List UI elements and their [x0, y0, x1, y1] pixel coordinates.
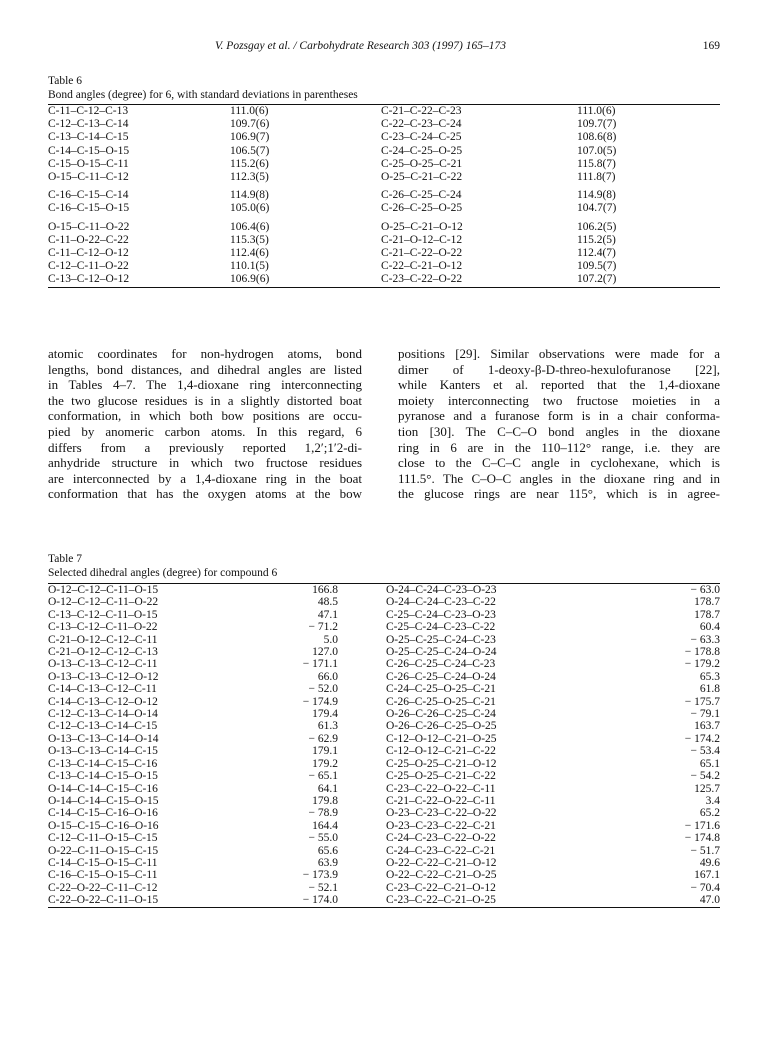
column-spacer [338, 696, 386, 708]
dihedral-label: O-22–C-22–C-21–O-25 [386, 869, 497, 882]
dihedral-value: − 78.9 [308, 807, 338, 820]
dihedral-value: 48.5 [317, 596, 338, 609]
dihedral-label: C-14–C-13–C-12–O-12 [48, 695, 158, 708]
text-line: atomic coordinates for non-hydrogen atoms, bond [48, 346, 362, 361]
text-line: lengths, bond distances, and dihedral angles are listed [48, 361, 362, 377]
bond-angle-label: C-16–C-15–C-14 [48, 189, 129, 202]
table-row [48, 894, 720, 907]
text-line: while Kanters et al. reported that the 1,4-dioxane [398, 377, 720, 393]
text-line: ring in 6 are in the 110–112° range, i.e. they are [398, 439, 720, 455]
dihedral-label: O-25–C-25–C-24–O-24 [386, 646, 497, 659]
dihedral-label: C-16–C-15–O-15–C-11 [48, 869, 158, 882]
page-number: 169 [702, 40, 720, 52]
table-row [48, 807, 720, 819]
dihedral-value: 65.1 [699, 757, 720, 770]
bond-angle-value: 112.3(5) [230, 171, 269, 184]
table-row [48, 260, 720, 273]
table-row [48, 646, 720, 658]
dihedral-label: C-12–C-13–C-14–C-15 [48, 720, 158, 733]
column-spacer [338, 658, 386, 670]
dihedral-label: O-14–C-14–C-15–O-15 [48, 794, 159, 807]
dihedral-label: C-23–C-22–O-22–C-11 [386, 782, 496, 795]
bond-angle-value: 111.8(7) [577, 171, 616, 184]
dihedral-label: C-21–C-22–O-22–C-11 [386, 794, 496, 807]
dihedral-value: 166.8 [312, 584, 338, 596]
table-row [48, 247, 720, 260]
table-row [48, 733, 720, 745]
text-line: differs from a previously reported 1,2′;1′2-di- [48, 439, 362, 455]
bond-angle-label: C-14–C-15–O-15 [48, 144, 130, 157]
bond-angle-label: O-15–C-11–C-12 [48, 171, 129, 184]
table-row [48, 621, 720, 633]
text-line: close to the C–C–C angle in cyclohexane, which is [398, 455, 720, 471]
table-row [48, 720, 720, 732]
dihedral-value: − 65.1 [308, 770, 338, 783]
column-spacer [338, 720, 386, 732]
text-line: dimer of 1-deoxy-β-D-threo-hexulofuranose [22], [398, 361, 720, 377]
dihedral-value: 164.4 [312, 819, 338, 832]
text-line: the glucose rings are near 115°, which is in agree- [398, 486, 720, 502]
bond-angle-label: C-21–C-22–C-23 [381, 105, 462, 117]
table7-caption: Selected dihedral angles (degree) for compound 6 [48, 567, 278, 579]
body-text-right-column [398, 346, 720, 502]
table-row [48, 273, 720, 287]
dihedral-label: O-14–C-14–C-15–C-16 [48, 782, 158, 795]
dihedral-value: 179.8 [312, 794, 338, 807]
table-row [48, 783, 720, 795]
bond-angle-label: C-12–C-13–C-14 [48, 118, 129, 131]
table-row [48, 609, 720, 621]
bond-angle-value: 115.8(7) [577, 157, 616, 170]
dihedral-value: − 70.4 [690, 881, 720, 894]
bond-angle-label: C-22–C-23–C-24 [381, 118, 462, 131]
table-row [48, 202, 720, 215]
table-row [48, 869, 720, 881]
bond-angle-label: O-25–C-21–O-12 [381, 220, 463, 233]
dihedral-value: 179.4 [312, 708, 338, 721]
bond-angle-value: 106.2(5) [577, 220, 617, 233]
dihedral-label: C-25–C-24–C-23–C-22 [386, 621, 496, 634]
table7-label: Table 7 [48, 553, 83, 565]
bond-angle-value: 104.7(7) [577, 202, 617, 215]
table-row [48, 671, 720, 683]
dihedral-label: C-12–C-13–C-14–O-14 [48, 708, 158, 721]
table-row [48, 857, 720, 869]
dihedral-value: − 51.7 [690, 844, 720, 857]
table-row [48, 696, 720, 708]
dihedral-value: 179.1 [312, 745, 338, 758]
table-row [48, 770, 720, 782]
bond-angle-value: 114.9(8) [230, 189, 269, 202]
dihedral-label: C-21–O-12–C-12–C-11 [48, 633, 158, 646]
dihedral-label: O-12–C-12–C-11–O-15 [48, 584, 159, 596]
bond-angle-label: C-15–O-15–C-11 [48, 157, 129, 170]
column-spacer [338, 621, 386, 633]
table6-label: Table 6 [48, 75, 83, 87]
column-spacer [338, 882, 386, 894]
bond-angle-value: 106.5(7) [230, 144, 270, 157]
dihedral-label: C-12–O-12–C-21–O-25 [386, 732, 497, 745]
body-text-left-column [48, 346, 362, 502]
column-spacer [338, 758, 386, 770]
bond-angle-label: C-13–C-14–C-15 [48, 131, 129, 144]
dihedral-label: C-21–O-12–C-12–C-13 [48, 646, 158, 659]
dihedral-value: 64.1 [317, 782, 338, 795]
table-row [48, 832, 720, 844]
table7-dihedral-angles [48, 583, 720, 908]
dihedral-label: C-12–O-12–C-21–C-22 [386, 745, 496, 758]
column-spacer [338, 832, 386, 844]
bond-angle-value: 110.1(5) [230, 260, 269, 273]
dihedral-value: 61.8 [699, 683, 720, 696]
text-line: conformation that has the oxygen atoms at the bow [48, 486, 362, 502]
dihedral-value: 65.3 [699, 670, 720, 683]
table-row [48, 158, 720, 171]
bond-angle-label: C-11–C-12–O-12 [48, 247, 129, 260]
table-row [48, 105, 720, 119]
text-line: anhydride structure in which two fructose residues [48, 455, 362, 471]
dihedral-value: 60.4 [699, 621, 720, 634]
text-line: tion [30]. The C–C–O bond angles in the dioxane [398, 423, 720, 439]
dihedral-label: O-22–C-22–C-21–O-12 [386, 856, 497, 869]
column-spacer [338, 596, 386, 608]
dihedral-value: − 171.1 [302, 658, 338, 671]
dihedral-value: − 174.0 [302, 894, 338, 907]
table-row [48, 145, 720, 158]
column-spacer [338, 869, 386, 881]
dihedral-label: O-26–C-26–C-25–O-25 [386, 720, 497, 733]
bond-angle-value: 106.9(6) [230, 273, 270, 286]
dihedral-label: C-24–C-25–O-25–C-21 [386, 683, 496, 696]
bond-angle-label: C-23–C-24–C-25 [381, 131, 462, 144]
bond-angle-value: 105.0(6) [230, 202, 270, 215]
bond-angle-value: 112.4(6) [230, 247, 269, 260]
dihedral-label: O-25–C-25–C-24–C-23 [386, 633, 496, 646]
dihedral-label: C-26–C-25–C-24–O-24 [386, 670, 496, 683]
table-row [48, 658, 720, 670]
dihedral-value: − 63.0 [690, 584, 720, 596]
bond-angle-value: 115.3(5) [230, 233, 269, 246]
dihedral-value: 49.6 [699, 856, 720, 869]
bond-angle-value: 115.2(5) [577, 233, 616, 246]
running-header [48, 40, 720, 56]
text-line: are interconnected by a 1,4-dioxane ring in the boat [48, 470, 362, 486]
text-line: pied by anomeric carbon atoms. In this regard, 6 [48, 423, 362, 439]
dihedral-value: − 79.1 [690, 708, 720, 721]
dihedral-label: C-25–O-25–C-21–C-22 [386, 770, 496, 783]
dihedral-value: − 174.8 [684, 832, 720, 845]
column-spacer [338, 894, 386, 907]
bond-angle-value: 107.2(7) [577, 273, 617, 286]
table-row [48, 216, 720, 234]
dihedral-value: − 171.6 [684, 819, 720, 832]
column-spacer [338, 783, 386, 795]
dihedral-value: 125.7 [694, 782, 720, 795]
column-spacer [338, 845, 386, 857]
column-spacer [338, 770, 386, 782]
table-row [48, 882, 720, 894]
table6-bond-angles [48, 104, 720, 288]
dihedral-label: C-26–C-25–C-24–C-23 [386, 658, 496, 671]
dihedral-label: C-22–O-22–C-11–C-12 [48, 881, 158, 894]
dihedral-label: C-26–C-25–O-25–C-21 [386, 695, 496, 708]
column-spacer [338, 807, 386, 819]
text-line: moiety interconnecting two fructose moieties in a [398, 392, 720, 408]
dihedral-value: − 52.1 [308, 881, 338, 894]
bond-angle-label: C-22–C-21–O-12 [381, 260, 463, 273]
dihedral-value: 127.0 [312, 646, 338, 659]
dihedral-label: C-24–C-23–C-22–O-22 [386, 832, 496, 845]
bond-angle-value: 111.0(6) [230, 105, 269, 117]
dihedral-label: C-13–C-14–C-15–C-16 [48, 757, 158, 770]
dihedral-value: 66.0 [317, 670, 338, 683]
table-row [48, 131, 720, 144]
bond-angle-label: C-12–C-11–O-22 [48, 260, 129, 273]
dihedral-value: − 53.4 [690, 745, 720, 758]
dihedral-value: 47.0 [699, 894, 720, 907]
dihedral-label: O-12–C-12–C-11–O-22 [48, 596, 159, 609]
dihedral-value: 47.1 [317, 608, 338, 621]
bond-angle-value: 111.0(6) [577, 105, 616, 117]
dihedral-label: C-24–C-23–C-22–C-21 [386, 844, 496, 857]
table-row [48, 758, 720, 770]
table-row [48, 708, 720, 720]
dihedral-label: C-22–O-22–C-11–O-15 [48, 894, 159, 907]
bond-angle-value: 114.9(8) [577, 189, 616, 202]
dihedral-value: − 54.2 [690, 770, 720, 783]
dihedral-value: − 173.9 [302, 869, 338, 882]
dihedral-label: C-14–C-13–C-12–C-11 [48, 683, 157, 696]
table-row [48, 234, 720, 247]
dihedral-value: 163.7 [694, 720, 720, 733]
column-spacer [338, 857, 386, 869]
bond-angle-label: O-15–C-11–O-22 [48, 220, 130, 233]
bond-angle-label: C-25–O-25–C-21 [381, 157, 463, 170]
dihedral-label: C-25–C-24–C-23–O-23 [386, 608, 496, 621]
dihedral-value: − 174.2 [684, 732, 720, 745]
dihedral-label: C-12–C-11–O-15–C-15 [48, 832, 158, 845]
table-row [48, 745, 720, 757]
dihedral-value: − 55.0 [308, 832, 338, 845]
bond-angle-label: C-26–C-25–O-25 [381, 202, 463, 215]
text-line: pyranose and a furanose form is in a chair conforma- [398, 408, 720, 424]
dihedral-label: O-23–C-23–C-22–C-21 [386, 819, 496, 832]
table6-caption: Bond angles (degree) for 6, with standard deviations in parentheses [48, 89, 358, 101]
dihedral-label: C-13–C-14–C-15–O-15 [48, 770, 158, 783]
dihedral-value: − 178.8 [684, 646, 720, 659]
bond-angle-label: C-24–C-25–O-25 [381, 144, 463, 157]
dihedral-label: O-13–C-13–C-12–C-11 [48, 658, 158, 671]
table6-caption-block [48, 74, 358, 102]
dihedral-label: O-13–C-13–C-12–O-12 [48, 670, 159, 683]
bond-angle-label: C-13–C-12–O-12 [48, 273, 130, 286]
table7-caption-block [48, 552, 277, 580]
dihedral-label: O-15–C-15–C-16–O-16 [48, 819, 159, 832]
dihedral-value: 63.9 [317, 856, 338, 869]
dihedral-value: − 174.9 [302, 695, 338, 708]
column-spacer [338, 609, 386, 621]
table-row [48, 683, 720, 695]
bond-angle-label: C-21–O-12–C-12 [381, 233, 463, 246]
bond-angle-label: C-11–O-22–C-22 [48, 233, 129, 246]
bond-angle-value: 109.7(6) [230, 118, 270, 131]
dihedral-label: C-25–O-25–C-21–O-12 [386, 757, 497, 770]
text-line: the two glucose residues is in a slightly distorted boat [48, 392, 362, 408]
bond-angle-value: 109.7(7) [577, 118, 617, 131]
table-row [48, 795, 720, 807]
dihedral-value: − 63.3 [690, 633, 720, 646]
dihedral-label: O-22–C-11–O-15–C-15 [48, 844, 159, 857]
text-line: 111.5°. The C–O–C angles in the dioxane ring and in [398, 470, 720, 486]
running-title: V. Pozsgay et al. / Carbohydrate Research 303 (1997) 165–173 [215, 40, 506, 52]
column-spacer [338, 634, 386, 646]
table-row [48, 820, 720, 832]
table-row [48, 171, 720, 184]
dihedral-value: 3.4 [705, 794, 720, 807]
dihedral-label: C-23–C-22–C-21–O-12 [386, 881, 496, 894]
dihedral-label: O-13–C-13–C-14–C-15 [48, 745, 158, 758]
table-row [48, 634, 720, 646]
bond-angle-label: C-16–C-15–O-15 [48, 202, 130, 215]
dihedral-value: 65.2 [699, 807, 720, 820]
bond-angle-value: 109.5(7) [577, 260, 617, 273]
column-spacer [338, 584, 386, 597]
dihedral-label: O-13–C-13–C-14–O-14 [48, 732, 159, 745]
column-spacer [338, 733, 386, 745]
bond-angle-value: 106.9(7) [230, 131, 270, 144]
bond-angle-label: C-21–C-22–O-22 [381, 247, 463, 260]
bond-angle-label: O-25–C-21–C-22 [381, 171, 463, 184]
dihedral-value: 178.7 [694, 608, 720, 621]
dihedral-label: O-23–C-23–C-22–O-22 [386, 807, 497, 820]
dihedral-value: − 52.0 [308, 683, 338, 696]
column-spacer [338, 671, 386, 683]
text-line: conformation, in which both bow positions are occu- [48, 408, 362, 424]
bond-angle-value: 115.2(6) [230, 157, 269, 170]
dihedral-label: C-23–C-22–C-21–O-25 [386, 894, 496, 907]
dihedral-value: − 179.2 [684, 658, 720, 671]
dihedral-value: 5.0 [323, 633, 338, 646]
table-row [48, 845, 720, 857]
dihedral-label: O-26–C-26–C-25–C-24 [386, 708, 496, 721]
bond-angle-label: C-11–C-12–C-13 [48, 105, 129, 117]
column-spacer [338, 745, 386, 757]
text-line: positions [29]. Similar observations were made for a [398, 346, 720, 361]
dihedral-value: 178.7 [694, 596, 720, 609]
dihedral-value: − 62.9 [308, 732, 338, 745]
dihedral-value: 179.2 [312, 757, 338, 770]
dihedral-label: C-13–C-12–C-11–O-22 [48, 621, 158, 634]
dihedral-label: O-24–C-24–C-23–O-23 [386, 584, 497, 596]
dihedral-label: C-13–C-12–C-11–O-15 [48, 608, 158, 621]
dihedral-value: 61.3 [317, 720, 338, 733]
bond-angle-label: C-23–C-22–O-22 [381, 273, 463, 286]
dihedral-value: 167.1 [694, 869, 720, 882]
table-row [48, 118, 720, 131]
column-spacer [338, 795, 386, 807]
dihedral-label: C-14–C-15–O-15–C-11 [48, 856, 158, 869]
table-row [48, 584, 720, 597]
dihedral-label: O-24–C-24–C-23–C-22 [386, 596, 496, 609]
dihedral-label: C-14–C-15–C-16–O-16 [48, 807, 158, 820]
bond-angle-value: 112.4(7) [577, 247, 616, 260]
text-line: in Tables 4–7. The 1,4-dioxane ring interconnecting [48, 377, 362, 393]
table-row [48, 184, 720, 202]
column-spacer [338, 820, 386, 832]
dihedral-value: 65.6 [317, 844, 338, 857]
column-spacer [338, 708, 386, 720]
bond-angle-value: 107.0(5) [577, 144, 617, 157]
dihedral-value: − 71.2 [308, 621, 338, 634]
bond-angle-value: 108.6(8) [577, 131, 617, 144]
bond-angle-value: 106.4(6) [230, 220, 270, 233]
dihedral-value: − 175.7 [684, 695, 720, 708]
column-spacer [338, 646, 386, 658]
column-spacer [338, 683, 386, 695]
table-row [48, 596, 720, 608]
bond-angle-label: C-26–C-25–C-24 [381, 189, 462, 202]
